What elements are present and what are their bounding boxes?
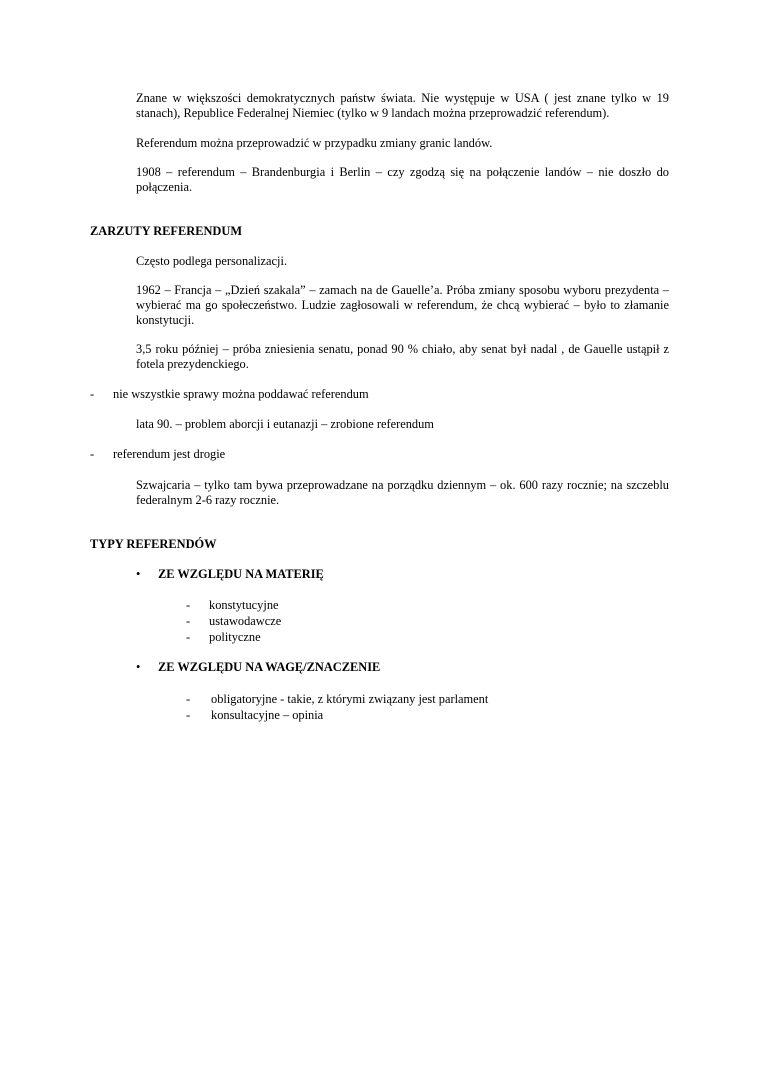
list-item <box>186 614 281 629</box>
list-item-text: ustawodawcze <box>209 614 282 628</box>
list-item <box>186 598 279 613</box>
bullet-marker: • <box>136 567 141 581</box>
bullet-title: ZE WZGLĘDU NA WAGĘ/ZNACZENIE <box>158 660 381 674</box>
dash-marker: - <box>186 598 191 612</box>
list-item-text: konsultacyjne – opinia <box>211 708 324 722</box>
list-item-text: referendum jest drogie <box>113 447 226 461</box>
dash-marker: - <box>186 708 191 722</box>
bullet-marker: • <box>136 660 141 674</box>
paragraph-abortion: lata 90. – problem aborcji i eutanazji – zrobione referendum <box>136 417 434 431</box>
dash-marker: - <box>186 614 191 628</box>
paragraph-usa-states: Znane w większości demokratycznych państw świata. Nie występuje w USA ( jest znane tylko w 19 stanach), Republice Federalnej Niemiec (tylko w 9 landach można przeprowadzić referendum). <box>136 91 669 120</box>
list-item-text: konstytucyjne <box>209 598 279 612</box>
bullet-item-materia <box>136 567 324 582</box>
list-item <box>186 708 323 723</box>
list-item <box>186 692 488 707</box>
list-item-text: polityczne <box>209 630 261 644</box>
paragraph-brandenburg: 1908 – referendum – Brandenburgia i Berlin – czy zgodzą się na połączenie landów – nie doszło do połączenia. <box>136 165 669 194</box>
dash-marker: - <box>90 447 95 461</box>
paragraph-land-borders: Referendum można przeprowadzić w przypadku zmiany granic landów. <box>136 136 493 150</box>
paragraph-personalization: Często podlega personalizacji. <box>136 254 288 268</box>
list-item <box>90 387 369 402</box>
list-item <box>186 630 261 645</box>
dash-marker: - <box>186 692 191 706</box>
list-item-text: nie wszystkie sprawy można poddawać referendum <box>113 387 369 401</box>
bullet-item-waga <box>136 660 380 675</box>
heading-typy: TYPY REFERENDÓW <box>90 537 217 551</box>
dash-marker: - <box>90 387 95 401</box>
list-item-text: obligatoryjne - takie, z którymi związany jest parlament <box>211 692 489 706</box>
dash-marker: - <box>186 630 191 644</box>
paragraph-france-1962: 1962 – Francja – „Dzień szakala” – zamach na de Gauelle’a. Próba zmiany sposobu wyboru prezydenta – wybierać ma go społeczeństwo. Ludzie zagłosowali w referendum, że chcą wybierać – było to złamanie konstytucji. <box>136 283 669 327</box>
paragraph-switzerland: Szwajcaria – tylko tam bywa przeprowadzane na porządku dziennym – ok. 600 razy rocznie; na szczeblu federalnym 2-6 razy rocznie. <box>136 478 669 507</box>
list-item <box>90 447 225 462</box>
bullet-title: ZE WZGLĘDU NA MATERIĘ <box>158 567 324 581</box>
paragraph-senate: 3,5 roku później – próba zniesienia senatu, ponad 90 % chiało, aby senat był nadal , de Gauelle ustąpił z fotela prezydenckiego. <box>136 342 669 371</box>
heading-zarzuty: ZARZUTY REFERENDUM <box>90 224 243 238</box>
